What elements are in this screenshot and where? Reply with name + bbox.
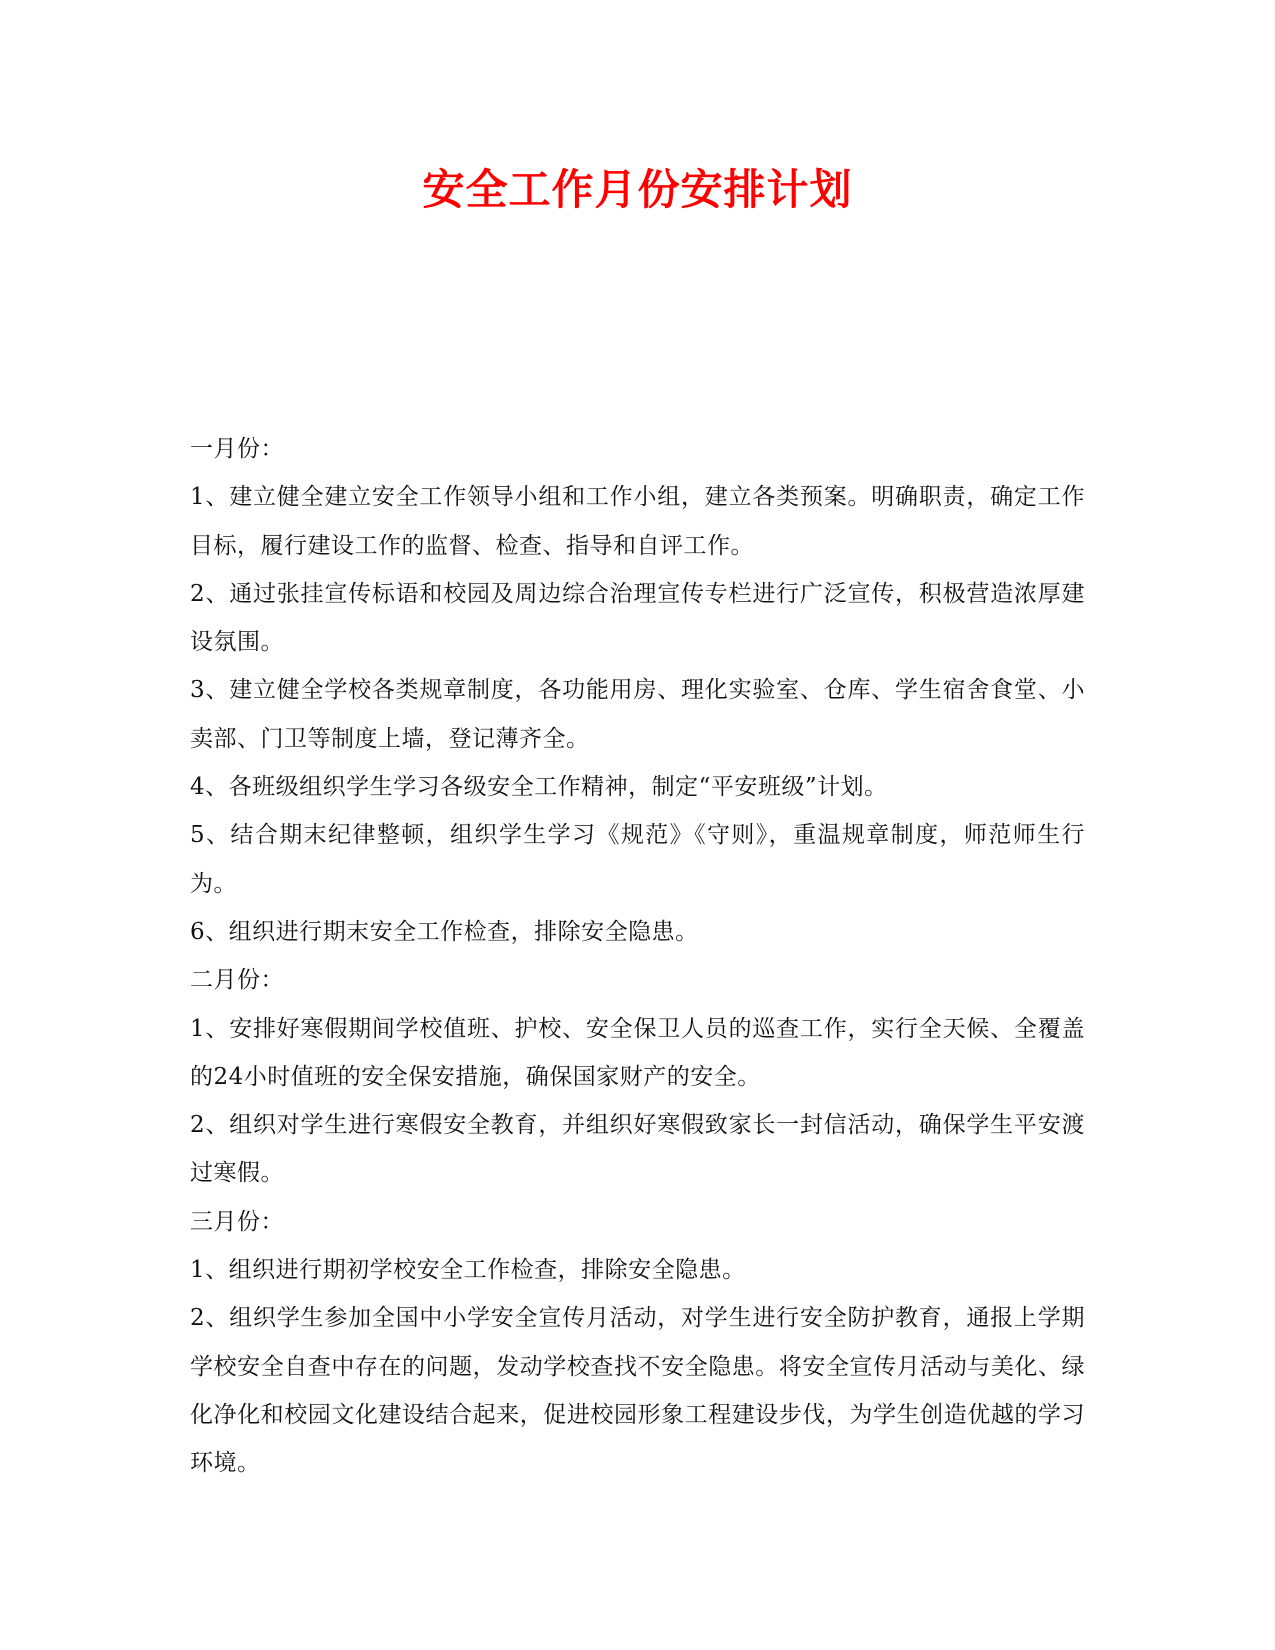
list-item: 1、组织进行期初学校安全工作检查，排除安全隐患。 bbox=[190, 1257, 746, 1284]
list-item: 3、建立健全学校各类规章制度，各功能用房、理化实验室、仓库、学生宿舍食堂、小卖部、门卫等制度上墙，登记薄齐全。 bbox=[190, 677, 1085, 752]
list-item: 2、组织学生参加全国中小学安全宣传月活动，对学生进行安全防护教育，通报上学期学校安全自查中存在的问题，发动学校查找不安全隐患。将安全宣传月活动与美化、绿化净化和校园文化建设结合起来，促进校园形象工程建设步伐，为学生创造优越的学习环境。 bbox=[190, 1305, 1085, 1477]
document-body bbox=[190, 425, 1085, 1488]
document-title: 安全工作月份安排计划 bbox=[422, 165, 853, 214]
section-heading-january: 一月份： bbox=[190, 436, 284, 462]
list-item: 2、通过张挂宣传标语和校园及周边综合治理宣传专栏进行广泛宣传，积极营造浓厚建设氛围。 bbox=[190, 580, 1085, 656]
section-heading-march: 三月份： bbox=[190, 1208, 284, 1235]
list-item: 2、组织对学生进行寒假安全教育，并组织好寒假致家长一封信活动，确保学生平安渡过寒假。 bbox=[190, 1112, 1085, 1187]
list-item: 4、各班级组织学生学习各级安全工作精神，制定“平安班级”计划。 bbox=[190, 774, 888, 801]
list-item: 5、结合期末纪律整顿，组织学生学习《规范》《守则》，重温规章制度，师范师生行为。 bbox=[190, 822, 1085, 897]
list-item: 1、建立健全建立安全工作领导小组和工作小组，建立各类预案。明确职责，确定工作目标，履行建设工作的监督、检查、指导和自评工作。 bbox=[190, 484, 1085, 559]
list-item: 1、安排好寒假期间学校值班、护校、安全保卫人员的巡查工作，实行全天候、全覆盖的24小时值班的安全保安措施，确保国家财产的安全。 bbox=[190, 1015, 1085, 1090]
section-heading-february: 二月份： bbox=[190, 967, 284, 994]
list-item: 6、组织进行期末安全工作检查，排除安全隐患。 bbox=[190, 918, 699, 945]
